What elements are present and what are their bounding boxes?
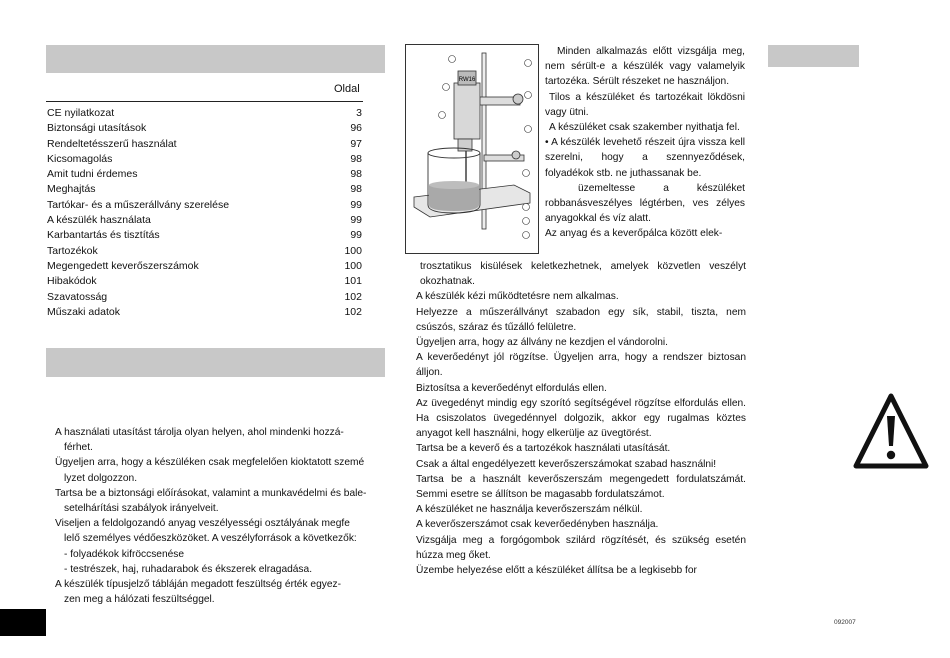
safety-instructions-right-bottom: [416, 259, 746, 578]
toc-entry[interactable]: [47, 152, 362, 167]
toc-entry-page: 98: [350, 183, 362, 196]
toc-entry-label: A készülék használata: [47, 214, 151, 227]
toc-entry-label: Kicsomagolás: [47, 152, 113, 165]
safety-paragraph: Tartsa be a keverő és a tartozékok használati utasítását.: [416, 443, 671, 455]
safety-paragraph: Minden alkalmazás előtt vizsgálja meg, nem sérült-e a készülék vagy valamelyik tartozéka. Sérült részeket ne használjon.: [545, 46, 745, 88]
toc-page-header: Oldal: [334, 83, 360, 95]
warning-triangle-icon: [853, 392, 929, 472]
toc-entry[interactable]: [47, 228, 362, 243]
safety-line: setelhárítási szabályok irányelveit.: [64, 503, 219, 515]
toc-entry[interactable]: [47, 305, 362, 320]
toc-entry-page: 99: [350, 198, 362, 211]
toc-entry[interactable]: [47, 182, 362, 197]
toc-entry[interactable]: [47, 290, 362, 305]
safety-line: férhet.: [64, 442, 93, 454]
safety-paragraph: Vizsgálja meg a forgógombok szilárd rögzítését, és szükség esetén húzza meg őket.: [416, 534, 746, 561]
safety-paragraph: A keverőedényt jól rögzítse. Ügyeljen arra, hogy a rendszer biztosan álljon.: [416, 352, 746, 379]
safety-title-bar: [46, 348, 385, 377]
safety-paragraph: Tartsa be a használt keverőszerszám megengedett fordulatszámát. Semmi esetre se állítson be magasabb fordulatszámot.: [416, 473, 746, 501]
toc-entry-label: Műszaki adatok: [47, 305, 120, 318]
toc-entry[interactable]: [47, 121, 362, 136]
toc-entry-page: 96: [350, 122, 362, 135]
safety-paragraph: Az anyag és a keverőpálca között elek-: [545, 228, 723, 240]
toc-entry[interactable]: [47, 274, 362, 289]
toc-entry-label: Tartókar- és a műszerállvány szerelése: [47, 198, 230, 211]
document-code: 092007: [834, 619, 856, 626]
safety-paragraph: üzemeltesse a készüléket robbanásveszélyes légtérben, ves zélyes anyagokkal és víz alatt.: [545, 182, 745, 225]
toc-entry[interactable]: [47, 259, 362, 274]
safety-paragraph: • A készülék levehető részeit újra vissza kell szerelni, hogy a szennyeződések, folyadékok stb. ne juthassanak be.: [545, 137, 745, 179]
toc-divider: [46, 101, 363, 102]
safety-line: zen meg a hálózati feszültséggel.: [64, 594, 215, 606]
safety-paragraph: Helyezze a műszerállványt szabadon egy sík, stabil, tiszta, nem csúszós, száraz és tűzálló felületre.: [416, 306, 746, 333]
toc-entry-label: Amit tudni érdemes: [47, 168, 138, 181]
safety-line: Tartsa be a biztonsági előírásokat, valamint a munkavédelmi és bale-: [55, 487, 367, 499]
toc-entry-page: 102: [344, 290, 362, 303]
safety-paragraph: A készüléket csak szakember nyithatja fel.: [549, 122, 740, 134]
toc-entry-page: 98: [350, 152, 362, 165]
safety-paragraph: trosztatikus kisülések keletkezhetnek, amelyek közvetlen veszélyt okozhatnak.: [420, 261, 746, 288]
safety-line: lyzet dolgozzon.: [64, 472, 138, 484]
toc-entry[interactable]: [47, 244, 362, 259]
device-label: RW16: [458, 77, 476, 83]
toc-entry[interactable]: [47, 106, 362, 121]
toc-entry-page: 100: [344, 244, 362, 257]
safety-paragraph: A keverőszerszámot csak keverőedényben használja.: [416, 519, 659, 531]
toc-entry-label: Szavatosság: [47, 290, 108, 303]
safety-paragraph: Üzembe helyezése előtt a készüléket állítsa be a legkisebb for: [416, 565, 697, 577]
safety-line: Viseljen a feldolgozandó anyag veszélyességi osztályának megfe: [55, 518, 350, 530]
toc-entry-label: Rendeltetésszerű használat: [47, 137, 177, 150]
toc-entry[interactable]: [47, 213, 362, 228]
toc-entry-page: 102: [344, 305, 362, 318]
safety-line: Ügyeljen arra, hogy a készüléken csak megfelelően kioktatott szemé: [55, 457, 365, 469]
toc-title-bar: [46, 45, 385, 73]
safety-paragraph: A készülék kézi működtetésre nem alkalmas.: [416, 291, 619, 303]
safety-paragraph: Csak a által engedélyezett keverőszerszámokat szabad használni!: [416, 458, 717, 470]
safety-line: - folyadékok kifröccsenése: [64, 548, 185, 560]
toc-entry-label: Megengedett keverőszerszámok: [47, 259, 199, 272]
toc-entry-page: 101: [344, 275, 362, 288]
safety-paragraph: A készüléket ne használja keverőszerszám nélkül.: [416, 504, 643, 516]
toc-entry-label: Tartozékok: [47, 244, 98, 257]
toc-entry-label: Karbantartás és tisztítás: [47, 229, 160, 242]
safety-line: A használati utasítást tárolja olyan helyen, ahol mindenki hozzá-: [55, 427, 344, 438]
toc-entry-page: 100: [344, 259, 362, 272]
toc-entry-page: 98: [350, 168, 362, 181]
toc-entry-page: 99: [350, 214, 362, 227]
sidebar-title-bar: [768, 45, 859, 67]
safety-instructions-right-top: [545, 44, 745, 242]
safety-paragraph: Biztosítsa a keverőedényt elfordulás ellen.: [416, 382, 607, 394]
toc-entry-label: Meghajtás: [47, 183, 96, 196]
page-edge-tab: [0, 609, 46, 636]
toc-entry[interactable]: [47, 167, 362, 182]
stirrer-illustration: [405, 44, 539, 254]
safety-line: - testrészek, haj, ruhadarabok és ékszerek elragadása.: [64, 563, 313, 575]
toc-entry-page: 99: [350, 229, 362, 242]
toc-entry[interactable]: [47, 198, 362, 213]
safety-line: lelő személyes védőeszközöket. A veszélyforrások a következők:: [64, 533, 357, 545]
safety-paragraph: Tilos a készüléket és tartozékait lökdösni vagy ütni.: [545, 91, 745, 118]
safety-instructions-left: [55, 425, 385, 607]
safety-line: A készülék típusjelző tábláján megadott feszültség érték egyez-: [55, 579, 341, 591]
safety-paragraph: Az üvegedényt mindig egy szorító segítségével rögzítse elfordulás ellen. Ha csiszolatos üvegedénnyel dolgozik, akkor egy rugalmas köztes anyagot kell használni, hogy elkerülje az üvegtörést.: [416, 397, 746, 440]
toc-entry-label: Biztonsági utasítások: [47, 122, 147, 135]
toc-entry-page: 97: [350, 137, 362, 150]
table-of-contents: [47, 106, 362, 320]
toc-entry-label: Hibakódok: [47, 275, 97, 288]
toc-entry-page: 3: [356, 107, 362, 119]
toc-entry[interactable]: [47, 137, 362, 152]
toc-entry-label: CE nyilatkozat: [47, 107, 115, 119]
safety-paragraph: Ügyeljen arra, hogy az állvány ne kezdjen el vándorolni.: [416, 337, 669, 349]
